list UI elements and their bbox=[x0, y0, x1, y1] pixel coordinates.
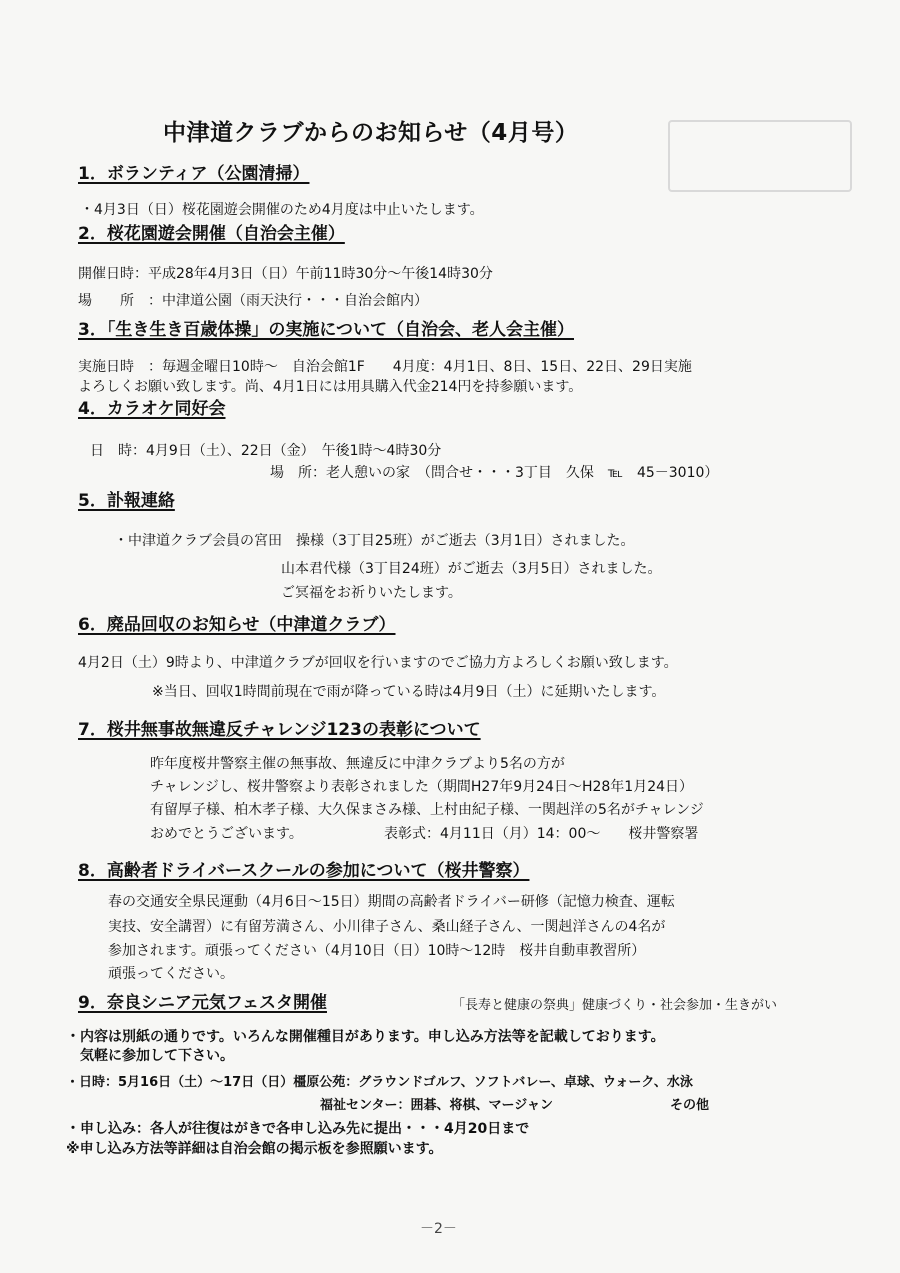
section-5-line-1: ・中津道クラブ会員の宮田 操様（3丁目25班）がご逝去（3月1日）されました。 bbox=[114, 533, 635, 549]
section-9-tagline: 「長寿と健康の祭典」健康づくり・社会参加・生きがい bbox=[452, 998, 778, 1013]
section-8-heading: 8．高齢者ドライバースクールの参加について（桜井警察） bbox=[78, 861, 530, 881]
section-4-heading: 4．カラオケ同好会 bbox=[78, 399, 226, 419]
section-3-line-2: よろしくお願い致します。尚、4月1日には用具購入代金214円を持参願います。 bbox=[78, 379, 583, 395]
show-through-box bbox=[668, 120, 852, 192]
section-7-heading: 7．桜井無事故無違反チャレンジ123の表彰について bbox=[78, 720, 481, 740]
section-8-line-1: 春の交通安全県民運動（4月6日～15日）期間の高齢者ドライバー研修（記憶力検査、運転 bbox=[108, 894, 675, 910]
section-7-line-2: チャレンジし、桜井警察より表彰されました（期間H27年9月24日～H28年1月24日） bbox=[150, 779, 694, 795]
section-5-line-2: 山本君代様（3丁目24班）がご逝去（3月5日）されました。 bbox=[281, 561, 662, 577]
section-3-line-1: 実施日時 ：毎週金曜日10時～ 自治会館1F 4月度：4月1日、8日、15日、22日、29日実施 bbox=[78, 359, 692, 375]
section-8-line-2: 実技、安全講習）に有留芳満さん、小川律子さん、桑山経子さん、一関赳洋さんの4名が bbox=[108, 919, 666, 935]
section-4-line-1: 日 時：4月9日（土）、22日（金） 午後1時～4時30分 bbox=[90, 443, 442, 459]
section-9-heading: 9．奈良シニア元気フェスタ開催 bbox=[78, 993, 327, 1013]
section-6-line-2: ※当日、回収1時間前現在で雨が降っている時は4月9日（土）に延期いたします。 bbox=[152, 684, 666, 700]
section-7-line-4: おめでとうございます。 bbox=[150, 826, 303, 842]
section-5-line-3: ご冥福をお祈りいたします。 bbox=[281, 585, 462, 601]
section-6-heading: 6．廃品回収のお知らせ（中津道クラブ） bbox=[78, 615, 396, 635]
section-3-heading: 3．「生き生き百歳体操」の実施について（自治会、老人会主催） bbox=[78, 320, 574, 340]
section-9-line-4: 福祉センター：囲碁、将棋、マージャン bbox=[320, 1098, 553, 1113]
section-9-line-2: 気軽に参加して下さい。 bbox=[80, 1048, 234, 1064]
section-9-line-1: ・内容は別紙の通りです。いろんな開催種目があります。申し込み方法等を記載しております。 bbox=[66, 1029, 665, 1045]
section-1-line-1: ・4月3日（日）桜花園遊会開催のため4月度は中止いたします。 bbox=[80, 202, 484, 218]
section-2-heading: 2．桜花園遊会開催（自治会主催） bbox=[78, 224, 345, 244]
section-7-ceremony: 表彰式：4月11日（月）14：00～ 桜井警察署 bbox=[384, 826, 699, 842]
section-8-line-3: 参加されます。頑張ってください（4月10日（日）10時～12時 桜井自動車教習所） bbox=[108, 943, 646, 959]
section-9-line-6: ※申し込み方法等詳細は自治会館の掲示板を参照願います。 bbox=[66, 1141, 443, 1157]
section-5-heading: 5．訃報連絡 bbox=[78, 491, 175, 511]
section-4-line-2: 場 所：老人憩いの家 （問合せ・・・3丁目 久保 ℡ 45－3010） bbox=[270, 465, 719, 481]
section-2-line-2: 場 所 ：中津道公園（雨天決行・・・自治会館内） bbox=[78, 293, 428, 309]
section-7-line-3: 有留厚子様、柏木孝子様、大久保まさみ様、上村由紀子様、一関赳洋の5名がチャレンジ bbox=[150, 802, 704, 818]
page-title: 中津道クラブからのお知らせ（4月号） bbox=[163, 120, 579, 146]
section-2-line-1: 開催日時：平成28年4月3日（日）午前11時30分～午後14時30分 bbox=[78, 266, 493, 282]
section-9-line-5: ・申し込み：各人が往復はがきで各申し込み先に提出・・・4月20日まで bbox=[66, 1121, 530, 1137]
page-number: －2－ bbox=[420, 1221, 457, 1237]
section-9-line-3: ・日時：5月16日（土）～17日（日）橿原公苑：グラウンドゴルフ、ソフトバレー、卓球、ウォーク、水泳 bbox=[66, 1075, 693, 1090]
section-7-line-1: 昨年度桜井警察主催の無事故、無違反に中津クラブより5名の方が bbox=[150, 756, 565, 772]
section-1-heading: 1．ボランティア（公園清掃） bbox=[78, 164, 310, 184]
section-9-line-4-other: その他 bbox=[670, 1098, 710, 1113]
section-6-line-1: 4月2日（土）9時より、中津道クラブが回収を行いますのでご協力方よろしくお願い致します。 bbox=[78, 655, 678, 671]
section-8-line-4: 頑張ってください。 bbox=[108, 966, 234, 982]
